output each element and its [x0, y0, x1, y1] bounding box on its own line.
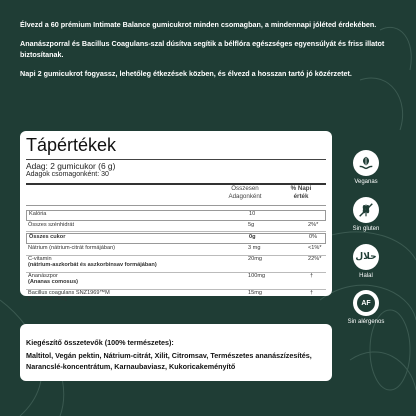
badge-label: Sin alérgenos [347, 319, 385, 325]
nutrition-title: Tápértékek [26, 135, 117, 155]
table-row [26, 245, 326, 256]
pct-header-line1: % Napi [290, 185, 312, 192]
row-pct: 2%* [308, 222, 319, 228]
intro-paragraph-1: Élvezd a 60 prémium Intimate Balance gumicukrot minden csomagban, a mindennapi jóléted érdekében. [20, 20, 377, 29]
header-divider [26, 205, 326, 206]
row-pct: 0% [309, 234, 318, 240]
nutrition-rows [26, 209, 326, 306]
daily-value-column-header [276, 185, 326, 201]
halal-glyph: حلال [355, 252, 377, 262]
badge-halal [352, 244, 380, 279]
badge-label: Halal [359, 273, 373, 279]
ingredients-list: Maltitol, Vegán pektin, Nátrium-citrát, Xilit, Citromsav, Természetes ananászízesítés, Narancslé-koncentrátum, Karnaubaviasz, Kukoricakeményítő [26, 351, 312, 371]
halal-icon [353, 244, 379, 270]
nutrition-facts-panel [20, 131, 332, 302]
row-amount: 5g [248, 222, 255, 228]
serving-info [26, 161, 115, 178]
row-name: Kalória [29, 211, 47, 217]
badge-label: Sin gluten [352, 226, 380, 232]
badge-vegan [352, 150, 380, 185]
badge-label: Veganas [354, 179, 378, 185]
row-pct: 22%* [308, 256, 322, 262]
badge-allergen-free [347, 290, 385, 325]
row-name: Bacillus coagulans SNZ1969™M [28, 290, 110, 296]
intro-paragraph-3: Napi 2 gumicukrot fogyassz, lehetőleg étkezések közben, és élvezd a hosszan tartó jó közérzetet. [20, 69, 352, 79]
row-amount: 10 [249, 211, 256, 217]
table-row [26, 256, 326, 273]
title-divider [26, 159, 326, 160]
row-subname: (nátrium-aszkorbát és aszkorbinsav formájában) [28, 262, 157, 268]
ingredients-panel [20, 324, 332, 381]
row-pct: † [310, 273, 314, 279]
row-name: C-vitamin [28, 256, 52, 262]
table-row [26, 233, 326, 244]
badge-gluten-free [352, 197, 380, 232]
serving-size: Adag: 2 gumicukor (6 g) [26, 161, 116, 171]
table-row [26, 222, 326, 232]
row-pct: <1%* [308, 245, 322, 251]
row-name: Nátrium (nátrium-citrát formájában) [28, 245, 116, 251]
no-wheat-icon [353, 197, 379, 223]
servings-per-pack: Adagok csomagonként: 30 [26, 171, 109, 178]
row-name: Összes szénhidrát [28, 222, 75, 228]
amount-header-line1: Összesen [231, 185, 259, 192]
af-allergen-free-icon [353, 290, 379, 316]
row-pct: † [310, 290, 314, 296]
ingredients-heading: Kiegészítő összetevők (100% természetes): [26, 338, 174, 347]
row-amount: 20mg [248, 256, 262, 262]
table-row [26, 210, 326, 221]
intro-paragraph-2: Ananászporral és Bacillus Coagulans-szal dúsítva segítik a bélflóra egészséges egyensúlyát és friss illatot biztosítanak. [20, 39, 385, 59]
row-subname: (Ananas comosus) [28, 279, 79, 285]
row-amount: 0g [249, 234, 256, 240]
row-amount: 3 mg [248, 245, 261, 251]
table-row [26, 290, 326, 306]
af-text: AF [361, 299, 371, 307]
row-subname: (1 milliárd CFU) [28, 296, 68, 302]
intro-text [20, 20, 400, 89]
pct-header-line2: érték [293, 192, 309, 200]
row-name: Összes cukor [29, 234, 66, 240]
row-amount: 15mg [248, 290, 262, 296]
row-name: Ananászpor [28, 273, 58, 279]
amount-header-line2: Adagonként [228, 192, 262, 200]
row-amount: 100mg [248, 273, 266, 279]
table-row [26, 273, 326, 290]
leaf-hand-icon [353, 150, 379, 176]
